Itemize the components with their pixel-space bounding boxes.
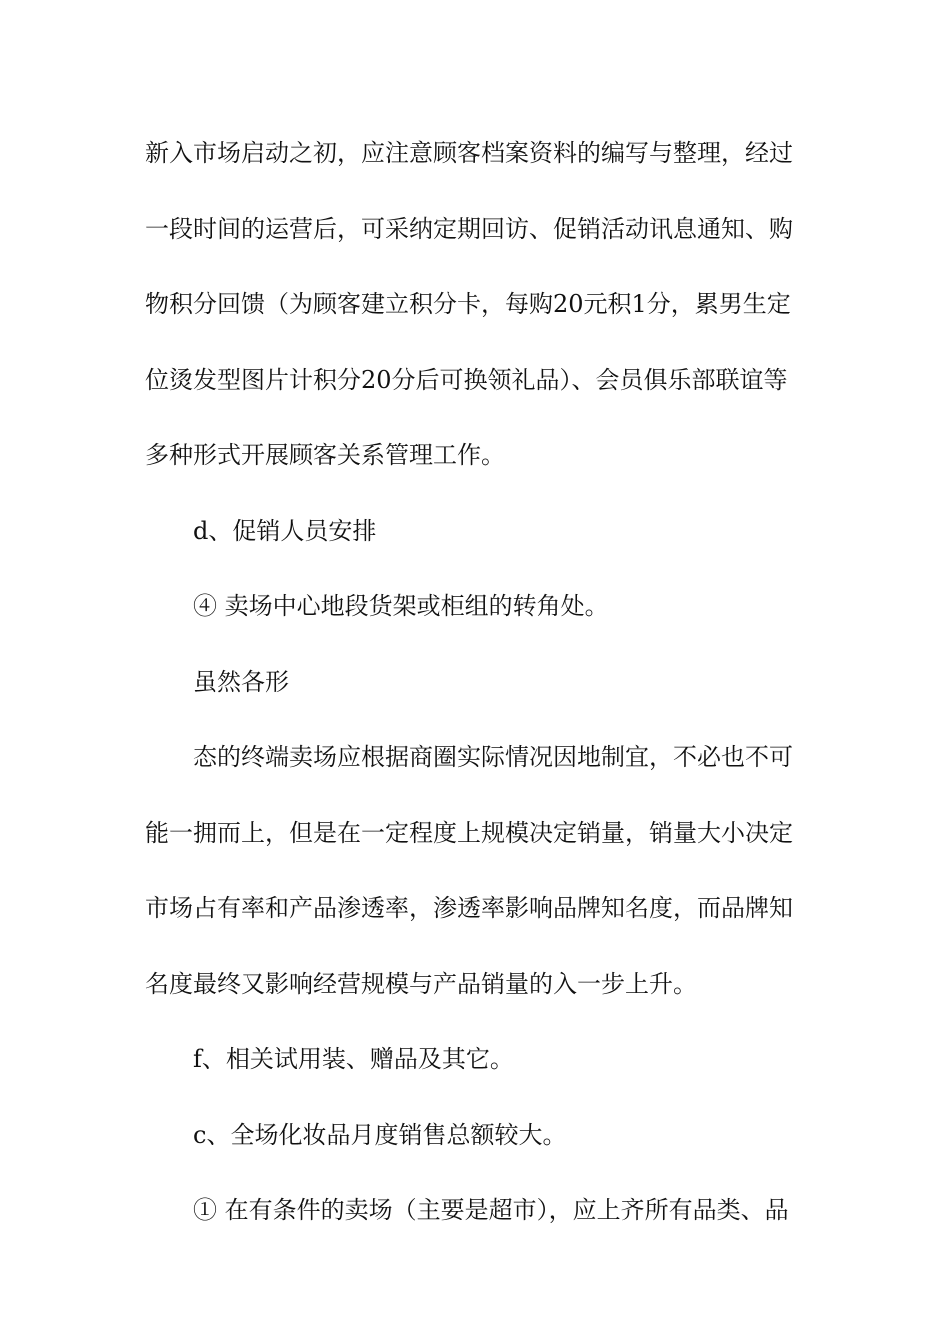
section-heading: f、相关试用装、赠品及其它。 (193, 1045, 514, 1073)
paragraph-line: 态的终端卖场应根据商圈实际情况因地制宜，不必也不可 (193, 743, 793, 771)
paragraph-line: 一段时间的运营后，可采纳定期回访、促销活动讯息通知、购 (145, 214, 793, 243)
paragraph-line: 位烫发型图片计积分20分后可换领礼品）、会员俱乐部联谊等 (145, 365, 788, 394)
paragraph-line: 物积分回馈（为顾客建立积分卡，每购20元积1分，累男生定 (145, 290, 791, 318)
paragraph-line: 新入市场启动之初，应注意顾客档案资料的编写与整理，经过 (145, 139, 793, 167)
list-item: ④ 卖场中心地段货架或柜组的转角处。 (193, 592, 609, 620)
paragraph-line: 能一拥而上，但是在一定程度上规模决定销量，销量大小决定 (145, 818, 793, 847)
paragraph-line: 多种形式开展顾客关系管理工作。 (145, 441, 505, 469)
list-item: ① 在有条件的卖场（主要是超市），应上齐所有品类、品 (193, 1196, 789, 1224)
paragraph-line: 名度最终又影响经营规模与产品销量的入一步上升。 (145, 969, 697, 998)
paragraph-line: 市场占有率和产品渗透率，渗透率影响品牌知名度，而品牌知 (145, 894, 793, 922)
paragraph-line: 虽然各形 (193, 667, 289, 696)
section-heading: c、全场化妆品月度销售总额较大。 (193, 1120, 567, 1149)
body-text (145, 130, 815, 1263)
section-heading: d、促销人员安排 (193, 516, 377, 545)
